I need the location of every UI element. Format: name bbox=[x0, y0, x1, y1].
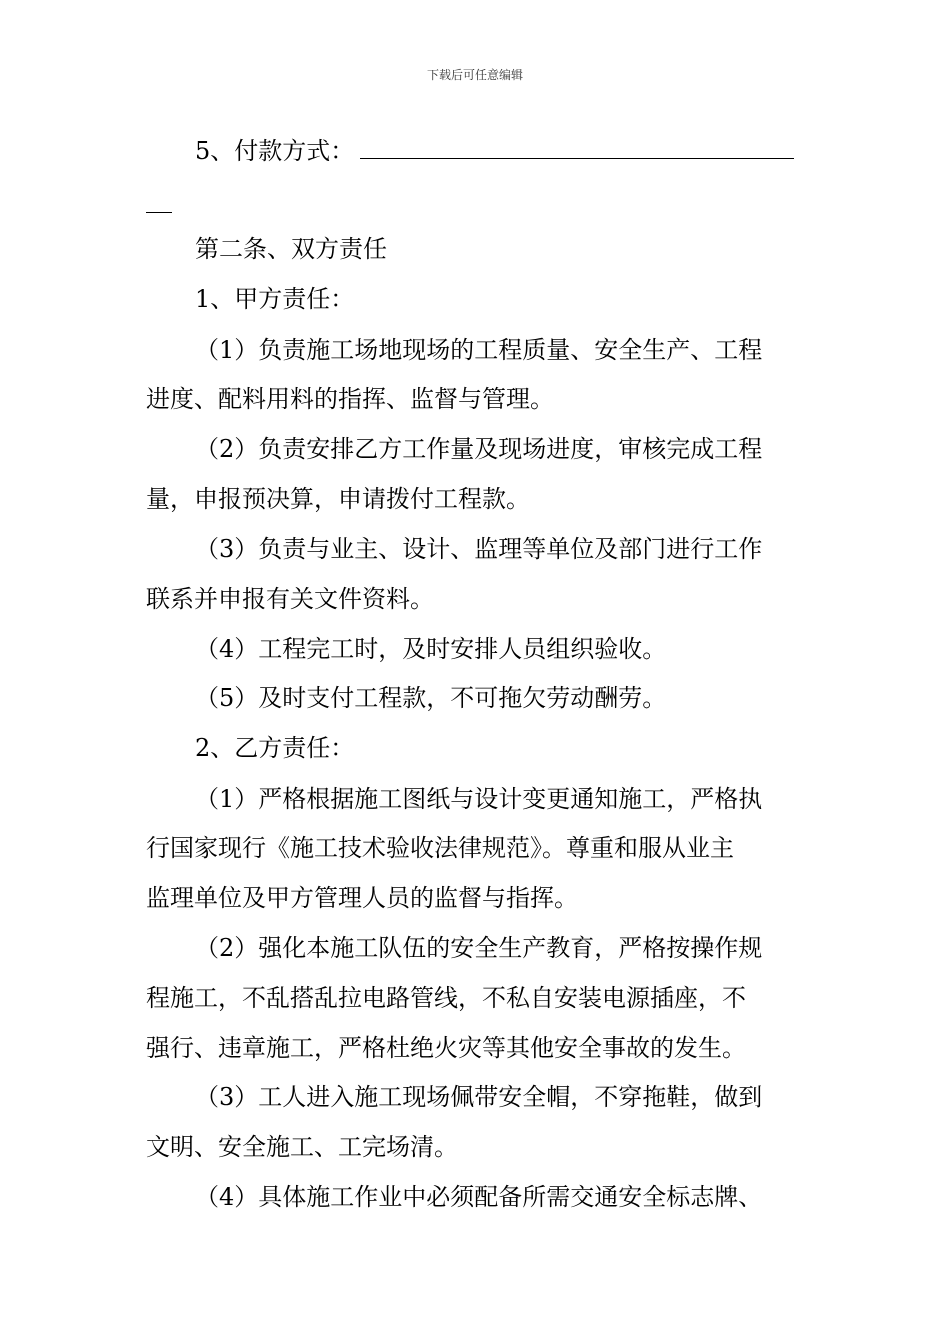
paragraph-line: （3）工人进入施工现场佩带安全帽，不穿拖鞋，做到 bbox=[195, 1083, 763, 1111]
subsection-heading-party-a: 1、甲方责任： bbox=[195, 285, 355, 313]
payment-method-blank-continuation bbox=[146, 212, 172, 213]
paragraph-line: 行国家现行《施工技术验收法律规范》。尊重和服从业主 bbox=[146, 834, 734, 862]
paragraph-line: 文明、安全施工、工完场清。 bbox=[146, 1133, 458, 1161]
page-header: 下载后可任意编辑 bbox=[426, 68, 523, 82]
paragraph-line: 量，申报预决算，申请拨付工程款。 bbox=[146, 485, 530, 513]
paragraph-line: （2）负责安排乙方工作量及现场进度，审核完成工程 bbox=[195, 435, 763, 463]
paragraph-line: 强行、违章施工，严格杜绝火灾等其他安全事故的发生。 bbox=[146, 1034, 746, 1062]
paragraph-line: （5）及时支付工程款，不可拖欠劳动酬劳。 bbox=[195, 684, 667, 712]
paragraph-line: 联系并申报有关文件资料。 bbox=[146, 585, 434, 613]
paragraph-line: （4）具体施工作业中必须配备所需交通安全标志牌、 bbox=[195, 1183, 763, 1211]
paragraph-line: （1）负责施工场地现场的工程质量、安全生产、工程 bbox=[195, 336, 763, 364]
paragraph-line: （4）工程完工时，及时安排人员组织验收。 bbox=[195, 635, 667, 663]
payment-method-line bbox=[195, 136, 794, 166]
subsection-heading-party-b: 2、乙方责任： bbox=[195, 734, 355, 762]
payment-method-blank bbox=[360, 140, 794, 159]
paragraph-line: 进度、配料用料的指挥、监督与管理。 bbox=[146, 385, 554, 413]
paragraph-line: （2）强化本施工队伍的安全生产教育，严格按操作规 bbox=[195, 934, 763, 962]
section-heading: 第二条、双方责任 bbox=[195, 235, 387, 263]
paragraph-line: （3）负责与业主、设计、监理等单位及部门进行工作 bbox=[195, 535, 763, 563]
paragraph-line: 监理单位及甲方管理人员的监督与指挥。 bbox=[146, 884, 578, 912]
paragraph-line: 程施工，不乱搭乱拉电路管线，不私自安装电源插座，不 bbox=[146, 984, 746, 1012]
payment-method-label: 5、付款方式： bbox=[195, 137, 355, 165]
paragraph-line: （1）严格根据施工图纸与设计变更通知施工，严格执 bbox=[195, 785, 763, 813]
